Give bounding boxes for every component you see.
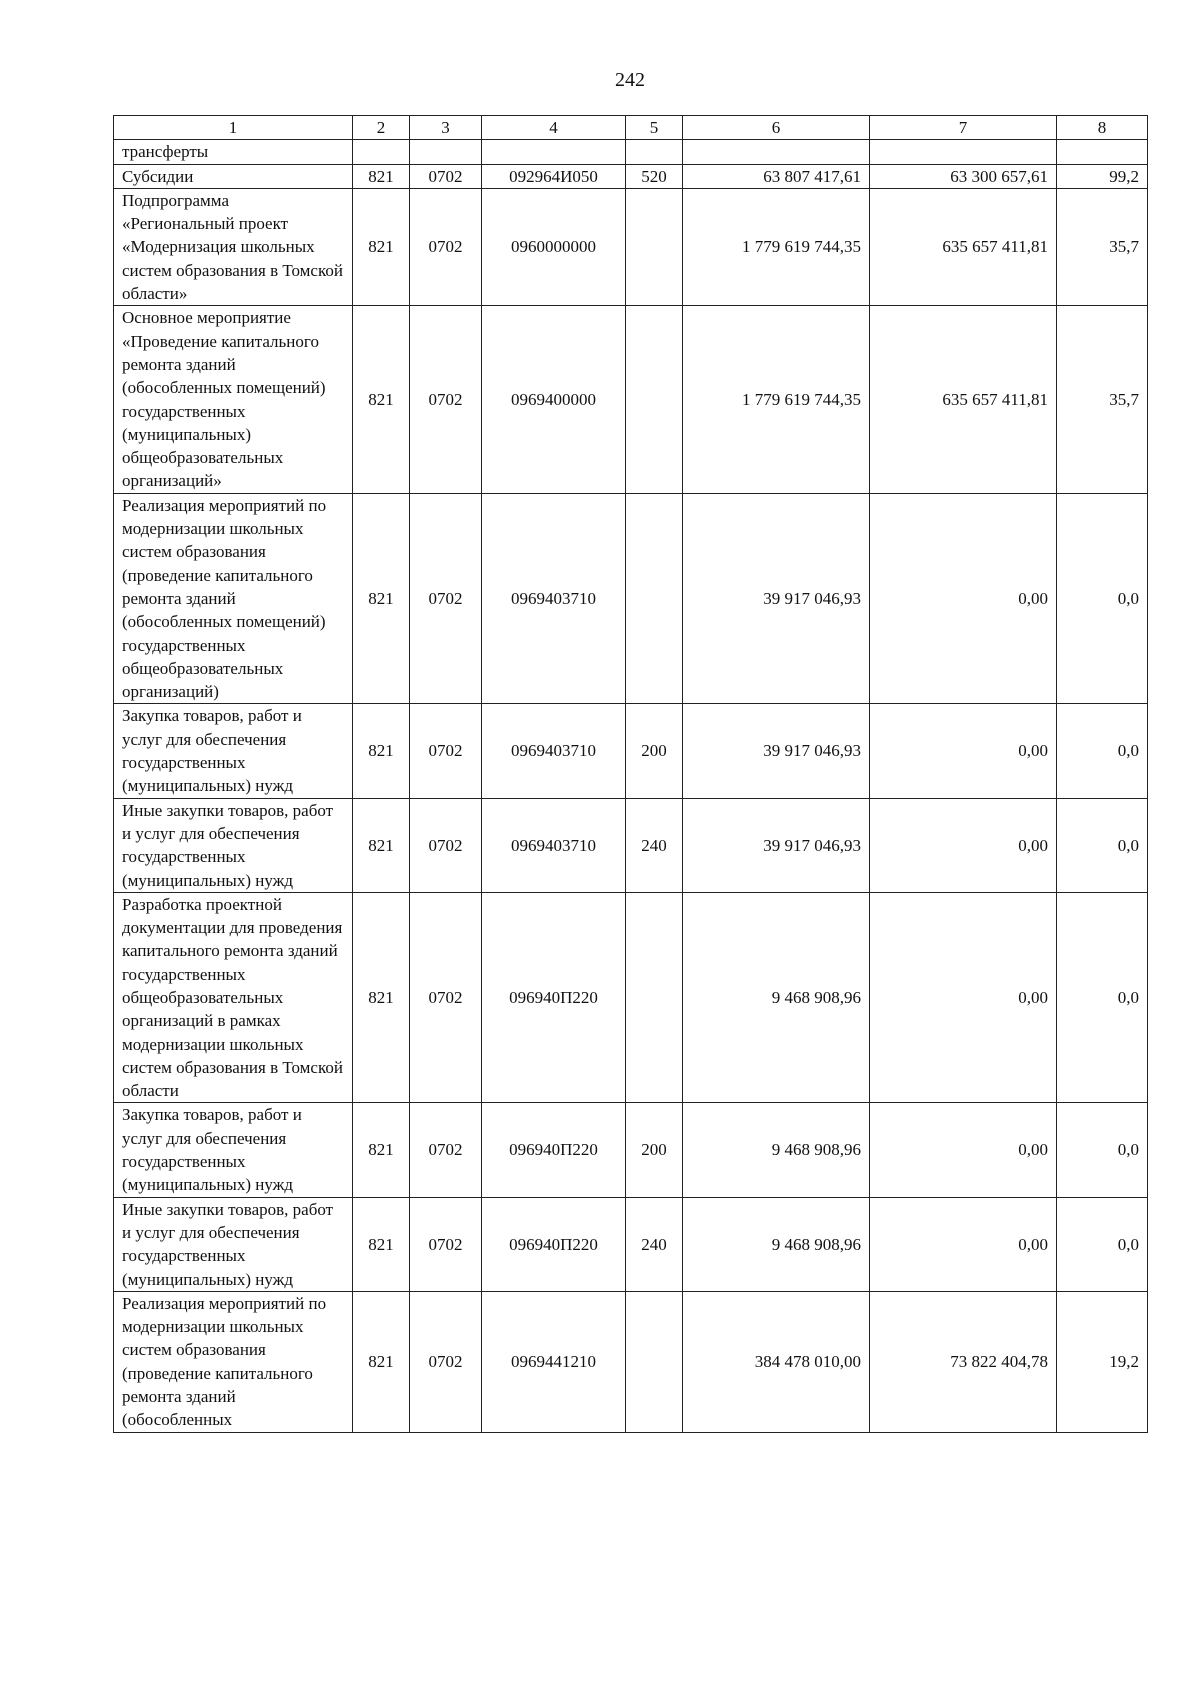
ministry-code: 821 (353, 1103, 410, 1197)
section-code: 0702 (410, 306, 482, 493)
item-name: Закупка товаров, работ и услуг для обеспечения государственных (муниципальных) нужд (114, 704, 353, 798)
executed-amount: 0,00 (870, 798, 1057, 892)
executed-amount: 0,00 (870, 493, 1057, 704)
planned-amount: 9 468 908,96 (683, 892, 870, 1103)
execution-percent: 0,0 (1057, 1197, 1148, 1291)
target-code: 096940П220 (482, 1103, 626, 1197)
planned-amount: 9 468 908,96 (683, 1103, 870, 1197)
target-code: 096940П220 (482, 1197, 626, 1291)
ministry-code: 821 (353, 188, 410, 305)
expense-type: 520 (626, 164, 683, 188)
item-name: Реализация мероприятий по модернизации школьных систем образования (проведение капитального ремонта зданий (обособленных (114, 1291, 353, 1432)
column-header: 4 (482, 116, 626, 140)
table-row (114, 704, 1148, 798)
column-header: 8 (1057, 116, 1148, 140)
page-number: 242 (615, 69, 645, 91)
column-header: 5 (626, 116, 683, 140)
section-code: 0702 (410, 188, 482, 305)
execution-percent: 19,2 (1057, 1291, 1148, 1432)
executed-amount (870, 140, 1057, 164)
target-code: 0960000000 (482, 188, 626, 305)
executed-amount: 73 822 404,78 (870, 1291, 1057, 1432)
execution-percent: 0,0 (1057, 1103, 1148, 1197)
expense-type (626, 306, 683, 493)
table-row (114, 140, 1148, 164)
execution-percent: 35,7 (1057, 306, 1148, 493)
ministry-code: 821 (353, 1197, 410, 1291)
table-row (114, 493, 1148, 704)
execution-percent: 0,0 (1057, 892, 1148, 1103)
planned-amount: 39 917 046,93 (683, 798, 870, 892)
section-code: 0702 (410, 164, 482, 188)
planned-amount: 63 807 417,61 (683, 164, 870, 188)
expense-type (626, 493, 683, 704)
item-name: Закупка товаров, работ и услуг для обеспечения государственных (муниципальных) нужд (114, 1103, 353, 1197)
execution-percent: 99,2 (1057, 164, 1148, 188)
target-code: 0969403710 (482, 798, 626, 892)
item-name: Основное мероприятие «Проведение капитального ремонта зданий (обособленных помещений) государственных (муниципальных) общеобразовательных организаций» (114, 306, 353, 493)
column-header: 1 (114, 116, 353, 140)
execution-percent: 0,0 (1057, 493, 1148, 704)
table-row (114, 164, 1148, 188)
item-name: Субсидии (114, 164, 353, 188)
table-row (114, 1291, 1148, 1432)
table-row (114, 798, 1148, 892)
target-code: 0969441210 (482, 1291, 626, 1432)
ministry-code: 821 (353, 798, 410, 892)
ministry-code: 821 (353, 892, 410, 1103)
expense-type (626, 1291, 683, 1432)
section-code: 0702 (410, 493, 482, 704)
section-code: 0702 (410, 1291, 482, 1432)
item-name: Иные закупки товаров, работ и услуг для обеспечения государственных (муниципальных) нужд (114, 1197, 353, 1291)
header-row (114, 116, 1148, 140)
item-name: Разработка проектной документации для проведения капитального ремонта зданий государственных общеобразовательных организаций в рамках модернизации школьных систем образования в Томской области (114, 892, 353, 1103)
expense-type (626, 892, 683, 1103)
table-row (114, 1103, 1148, 1197)
item-name: Иные закупки товаров, работ и услуг для обеспечения государственных (муниципальных) нужд (114, 798, 353, 892)
section-code: 0702 (410, 892, 482, 1103)
planned-amount: 1 779 619 744,35 (683, 188, 870, 305)
section-code: 0702 (410, 1197, 482, 1291)
expense-type: 200 (626, 704, 683, 798)
ministry-code: 821 (353, 1291, 410, 1432)
item-name: Подпрограмма «Региональный проект «Модернизация школьных систем образования в Томской области» (114, 188, 353, 305)
target-code: 096940П220 (482, 892, 626, 1103)
ministry-code: 821 (353, 704, 410, 798)
executed-amount: 0,00 (870, 1197, 1057, 1291)
table-row (114, 1197, 1148, 1291)
executed-amount: 635 657 411,81 (870, 306, 1057, 493)
column-header: 7 (870, 116, 1057, 140)
expense-type (626, 140, 683, 164)
planned-amount: 384 478 010,00 (683, 1291, 870, 1432)
planned-amount: 1 779 619 744,35 (683, 306, 870, 493)
section-code: 0702 (410, 798, 482, 892)
planned-amount: 39 917 046,93 (683, 704, 870, 798)
item-name: трансферты (114, 140, 353, 164)
executed-amount: 635 657 411,81 (870, 188, 1057, 305)
target-code: 092964И050 (482, 164, 626, 188)
execution-percent: 35,7 (1057, 188, 1148, 305)
expense-type: 240 (626, 798, 683, 892)
execution-percent: 0,0 (1057, 704, 1148, 798)
execution-percent: 0,0 (1057, 798, 1148, 892)
executed-amount: 0,00 (870, 1103, 1057, 1197)
target-code: 0969403710 (482, 704, 626, 798)
planned-amount: 9 468 908,96 (683, 1197, 870, 1291)
execution-percent (1057, 140, 1148, 164)
table-row (114, 892, 1148, 1103)
budget-table (113, 115, 1148, 1433)
ministry-code (353, 140, 410, 164)
expense-type (626, 188, 683, 305)
executed-amount: 0,00 (870, 704, 1057, 798)
section-code: 0702 (410, 1103, 482, 1197)
column-header: 3 (410, 116, 482, 140)
planned-amount (683, 140, 870, 164)
planned-amount: 39 917 046,93 (683, 493, 870, 704)
expense-type: 200 (626, 1103, 683, 1197)
ministry-code: 821 (353, 164, 410, 188)
expense-type: 240 (626, 1197, 683, 1291)
target-code: 0969403710 (482, 493, 626, 704)
table-row (114, 306, 1148, 493)
ministry-code: 821 (353, 306, 410, 493)
section-code (410, 140, 482, 164)
section-code: 0702 (410, 704, 482, 798)
executed-amount: 0,00 (870, 892, 1057, 1103)
column-header: 2 (353, 116, 410, 140)
ministry-code: 821 (353, 493, 410, 704)
column-header: 6 (683, 116, 870, 140)
executed-amount: 63 300 657,61 (870, 164, 1057, 188)
table-row (114, 188, 1148, 305)
target-code (482, 140, 626, 164)
target-code: 0969400000 (482, 306, 626, 493)
item-name: Реализация мероприятий по модернизации школьных систем образования (проведение капитального ремонта зданий (обособленных помещений) государственных общеобразовательных организаций) (114, 493, 353, 704)
